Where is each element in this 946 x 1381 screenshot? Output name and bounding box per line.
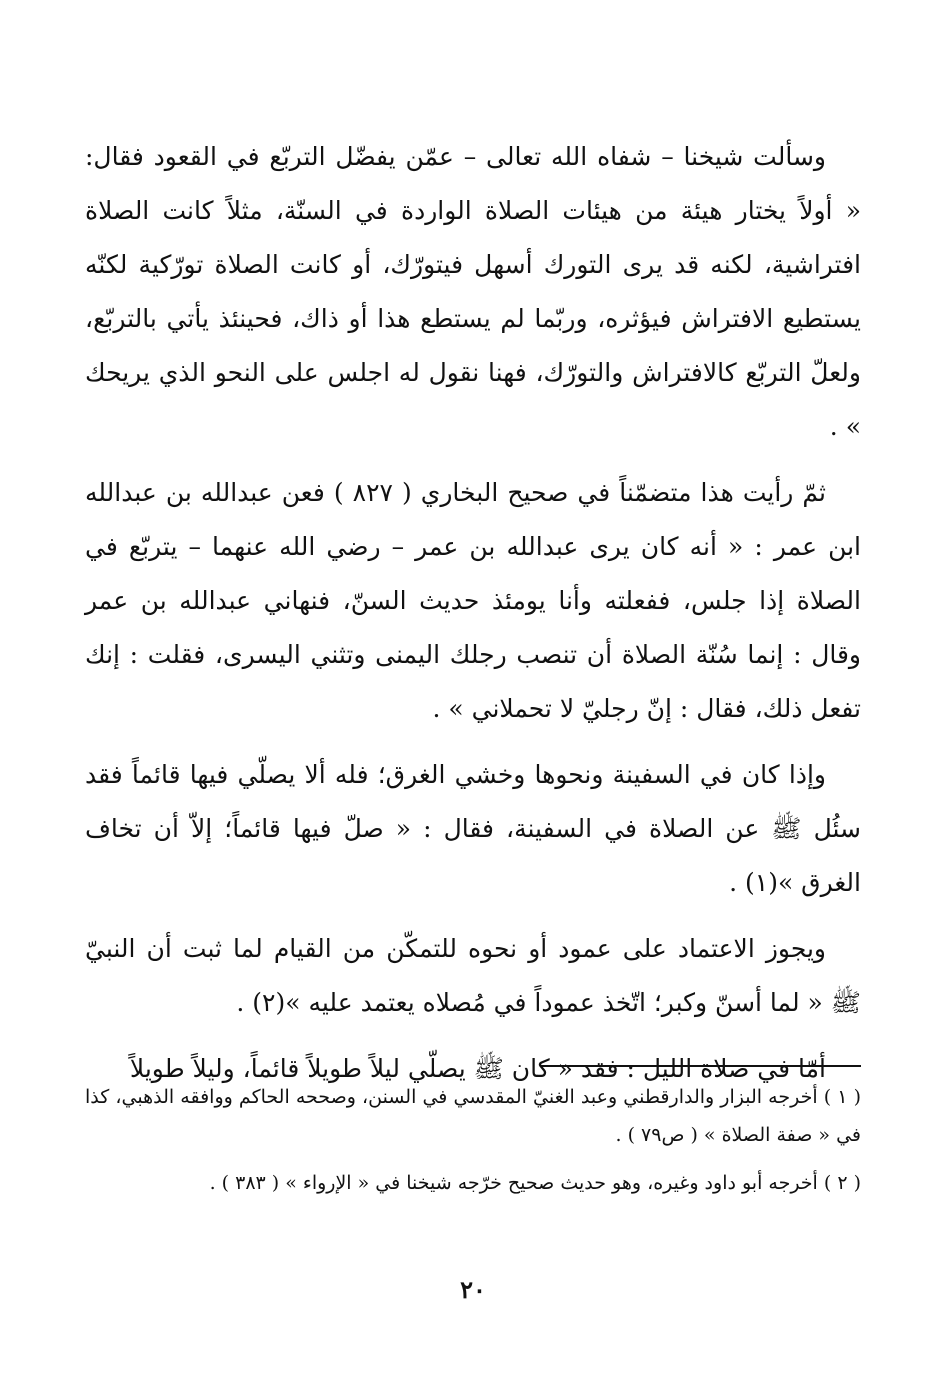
main-text [85,130,861,1108]
footnote-2: ( ٢ ) أخرجه أبو داود وغيره، وهو حديث صحيح خرّجه شيخنا في « الإرواء » ( ٣٨٣ ) . [209,1172,861,1194]
paragraph-night-prayer: أمّا في صلاة الليل : فقد « كان ﷺ يصلّي ليلاً طويلاً قائماً، وليلاً طويلاً [129,1054,826,1083]
paragraph-ship-prayer: وإذا كان في السفينة ونحوها وخشي الغرق؛ فله ألا يصلّي فيها قائماً فقد سئُل ﷺ عن الصلاة في السفينة، فقال : « صلّ فيها قائماً؛ إلاّ أن تخاف الغرق »(١) . [85,760,861,897]
paragraph-bukhari-hadith: ثمّ رأيت هذا متضمّناً في صحيح البخاري ( ٨٢٧ ) فعن عبدالله بن عبدالله ابن عمر : « أنه كان يرى عبدالله بن عمر – رضي الله عنهما – يتربّع في الصلاة إذا جلس، ففعلته وأنا يومئذ حديث السنّ، فنهاني عبدالله بن عمر وقال : إنما سُنّة الصلاة أن تنصب رجلك اليمنى وتثني اليسرى، فقلت : إنك تفعل ذلك، فقال : إنّ رجليّ لا تحملاني » . [85,478,862,723]
footnote-divider [541,1065,861,1067]
footnotes [85,1078,861,1212]
paragraph-tarabbu-question: وسألت شيخنا – شفاه الله تعالى – عمّن يفضّل التربّع في القعود فقال: « أولاً يختار هيئة من هيئات الصلاة الواردة في السنّة، مثلاً كانت الصلاة افتراشية، لكنه قد يرى التورك أسهل فيتورّك، أو كانت الصلاة تورّكية لكنّه يستطيع الافتراش فيؤثره، وربّما لم يستطع هذا أو ذاك، فحينئذ يأتي بالتربّع، ولعلّ التربّع كالافتراش والتورّك، فهنا نقول له اجلس على النحو الذي يريحك » . [85,142,861,441]
paragraph-pillar-support: ويجوز الاعتماد على عمود أو نحوه للتمكّن من القيام لما ثبت أن النبيّ ﷺ « لما أسنّ وكبر؛ اتّخذ عموداً في مُصلاه يعتمد عليه »(٢) . [85,934,861,1017]
page-number: ٢٠ [460,1275,486,1304]
footnote-1: ( ١ ) أخرجه البزار والدارقطني وعبد الغنيّ المقدسي في السنن، وصححه الحاكم ووافقه الذهبي، كذا في « صفة الصلاة » ( ص٧٩ ) . [85,1086,862,1146]
